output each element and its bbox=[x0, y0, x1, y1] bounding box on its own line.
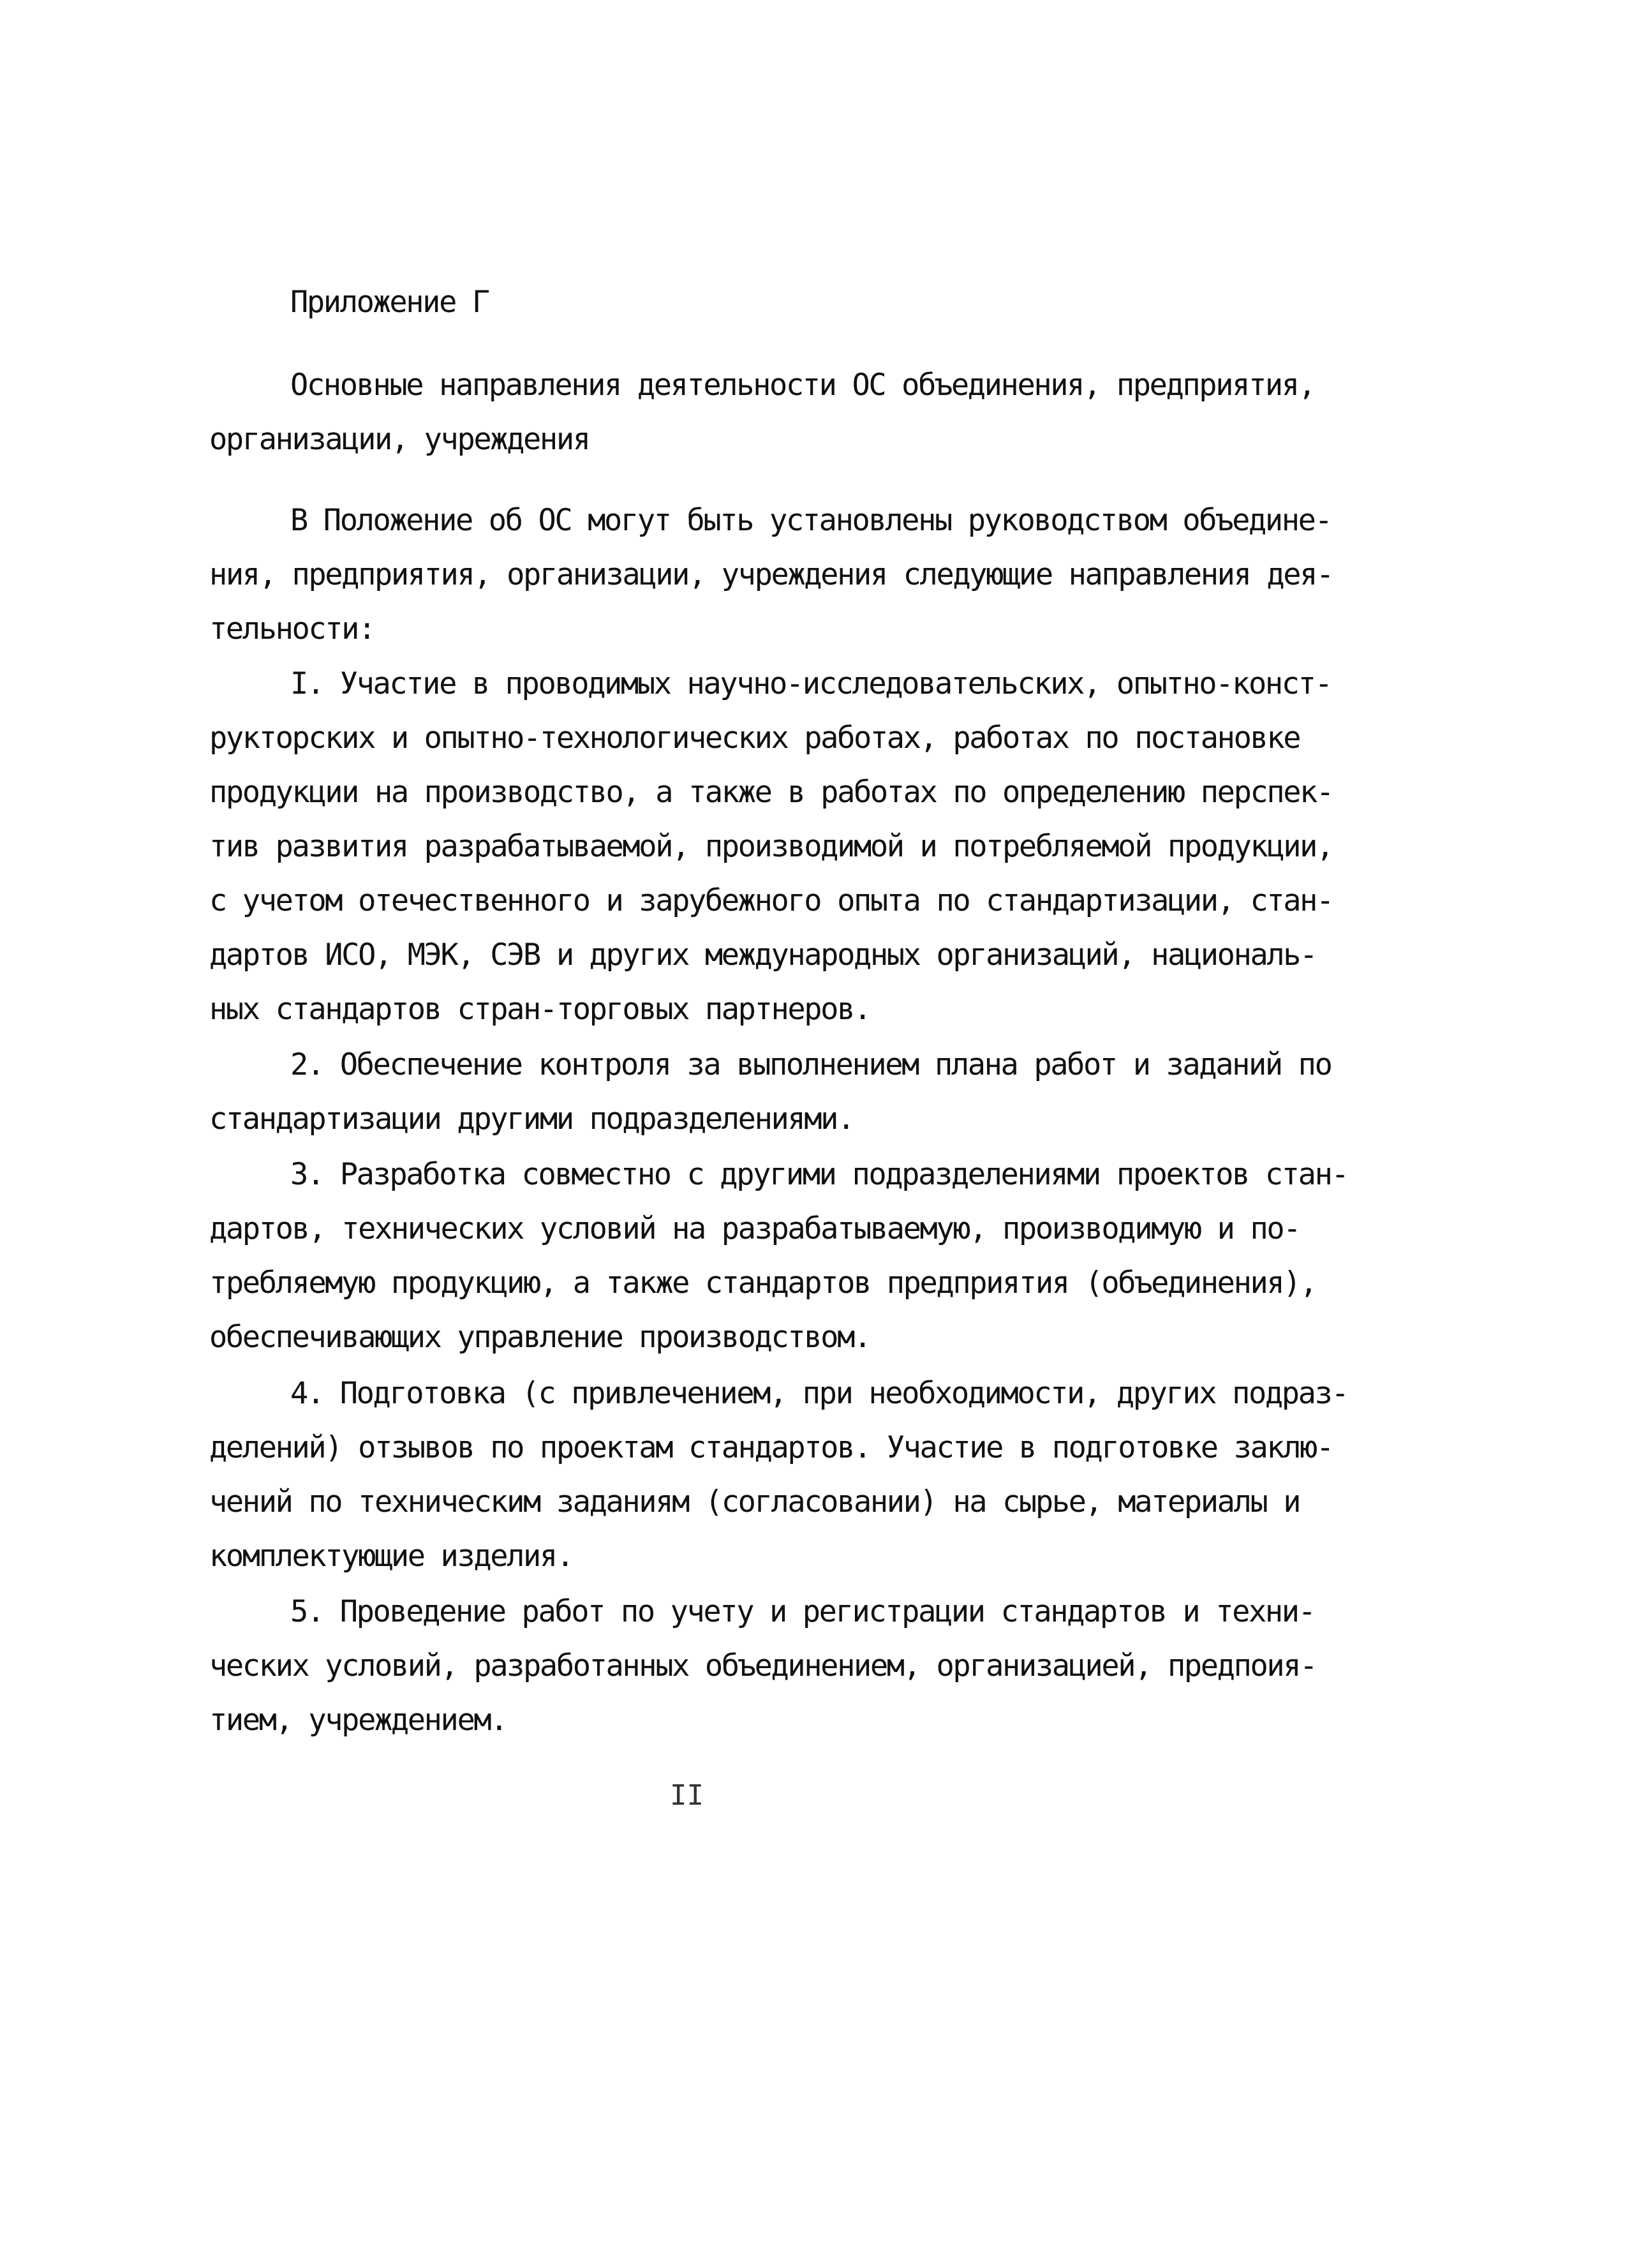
intro-line-1: В Положение об ОС могут быть установлены руководством объедине- bbox=[290, 503, 1332, 538]
item-3-line-3: требляемую продукцию, а также стандартов предприятия (объединения), bbox=[209, 1265, 1317, 1301]
item-2-line-2: стандартизации другими подразделениями. bbox=[209, 1101, 854, 1137]
section-heading-line-2: организации, учреждения bbox=[209, 422, 590, 457]
item-1-line-4: тив развития разрабатываемой, производимой и потребляемой продукции, bbox=[209, 829, 1333, 864]
item-1-line-6: дартов ИСО, МЭК, СЭВ и других международных организаций, националь- bbox=[209, 937, 1317, 973]
item-4-line-1: 4. Подготовка (с привлечением, при необходимости, других подраз- bbox=[290, 1376, 1348, 1411]
section-heading-line-1: Основные направления деятельности ОС объединения, предприятия, bbox=[290, 368, 1315, 403]
item-5-line-2: ческих условий, разработанных объединением, организацией, предпоия- bbox=[209, 1648, 1317, 1683]
intro-line-2: ния, предприятия, организации, учреждения следующие направления дея- bbox=[209, 557, 1333, 592]
item-5-line-3: тием, учреждением. bbox=[209, 1703, 507, 1738]
page-number: II bbox=[670, 1779, 704, 1812]
item-3-line-4: обеспечивающих управление производством. bbox=[209, 1320, 870, 1355]
item-1-line-3: продукции на производство, а также в работах по определению перспек- bbox=[209, 775, 1333, 810]
item-1-line-1: I. Участие в проводимых научно-исследовательских, опытно-конст- bbox=[290, 666, 1332, 701]
item-3-line-2: дартов, технических условий на разрабатываемую, производимую и по- bbox=[209, 1211, 1300, 1246]
item-1-line-5: с учетом отечественного и зарубежного опыта по стандартизации, стан- bbox=[209, 883, 1333, 918]
item-5-line-1: 5. Проведение работ по учету и регистрации стандартов и техни- bbox=[290, 1594, 1315, 1629]
appendix-label: Приложение Г bbox=[290, 285, 489, 320]
item-1-line-2: рукторских и опытно-технологических работах, работах по постановке bbox=[209, 720, 1300, 756]
item-3-line-1: 3. Разработка совместно с другими подразделениями проектов стан- bbox=[290, 1157, 1348, 1192]
intro-line-3: тельности: bbox=[209, 611, 375, 646]
item-2-line-1: 2. Обеспечение контроля за выполнением плана работ и заданий по bbox=[290, 1047, 1332, 1082]
item-4-line-4: комплектующие изделия. bbox=[209, 1539, 573, 1574]
item-1-line-7: ных стандартов стран-торговых партнеров. bbox=[209, 992, 870, 1027]
item-4-line-2: делений) отзывов по проектам стандартов. Участие в подготовке заклю- bbox=[209, 1430, 1333, 1465]
item-4-line-3: чений по техническим заданиям (согласовании) на сырье, материалы и bbox=[209, 1484, 1300, 1519]
